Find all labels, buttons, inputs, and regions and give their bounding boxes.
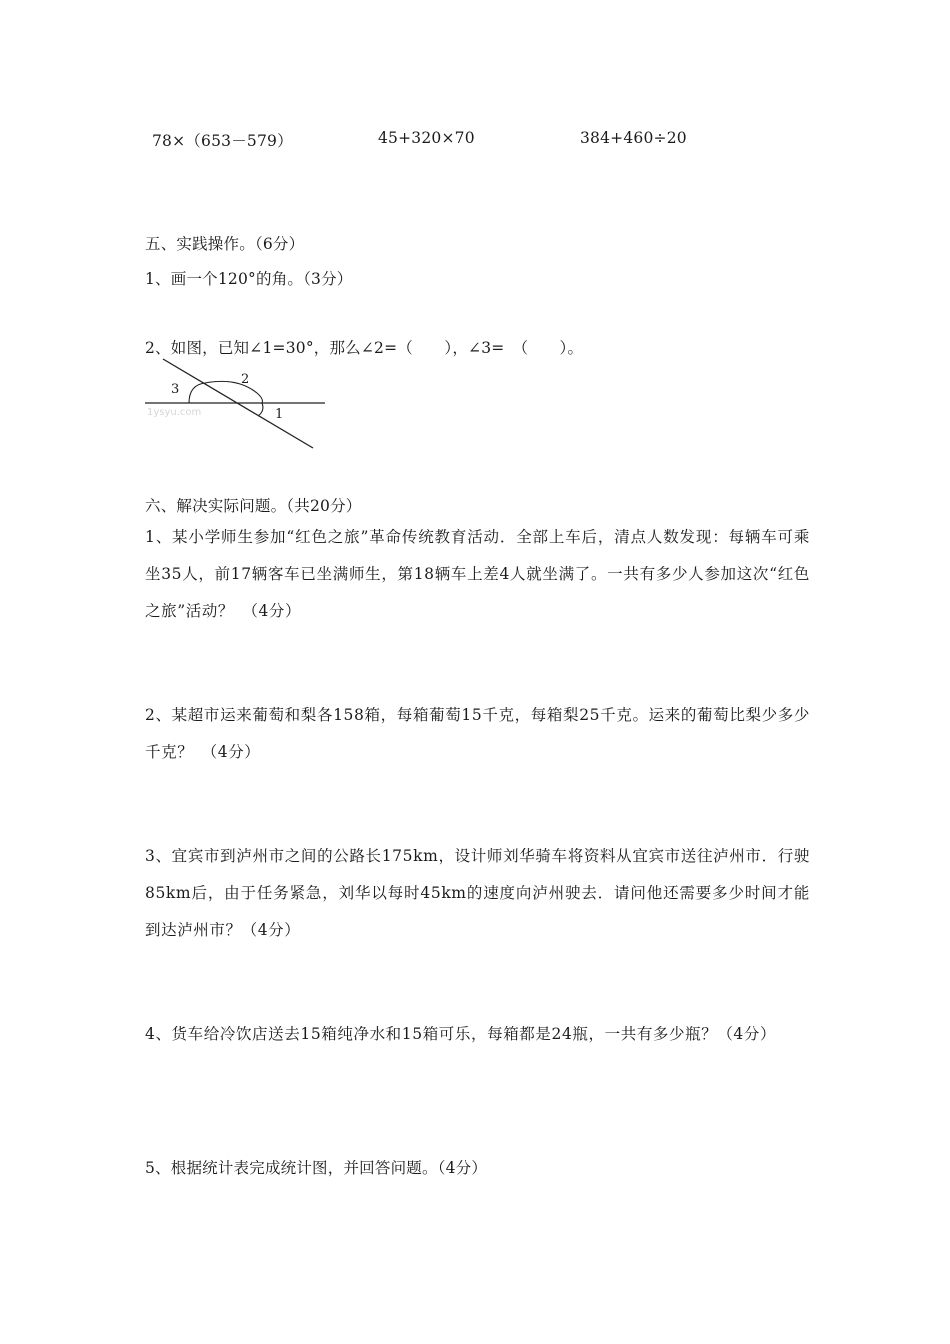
angle-diagram	[145, 355, 330, 455]
angle-1-arc	[258, 403, 263, 416]
section6-question-3: 3、宜宾市到泸州市之间的公路长175km，设计师刘华骑车将资料从宜宾市送往泸州市．行驶85km后，由于任务紧急，刘华以每时45km的速度向泸州驶去．请问他还需要多少时间才能到达泸州市？（4分）	[145, 847, 810, 939]
section6-heading: 六、解决实际问题。（共20分）	[145, 497, 362, 515]
angle-label-1: 1	[275, 407, 284, 422]
angle-2-arc	[189, 381, 262, 403]
section6-question-5: 5、根据统计表完成统计图，并回答问题。（4分）	[145, 1159, 488, 1177]
section6-question-1: 1、某小学师生参加“红色之旅”革命传统教育活动．全部上车后，清点人数发现：每辆车可乘坐35人，前17辆客车已坐满师生，第18辆车上差4人就坐满了。一共有多少人参加这次“红色之旅”活动？ （4分）	[145, 528, 810, 620]
section6-question-4: 4、货车给冷饮店送去15箱纯净水和15箱可乐，每箱都是24瓶，一共有多少瓶？（4分）	[145, 1025, 777, 1043]
expression-1: 78×（653－579）	[152, 132, 293, 150]
section5-question-2: 2、如图，已知∠1=30°，那么∠2=（ ），∠3= （ ）。	[145, 339, 584, 357]
section5-question-1: 1、画一个120°的角。（3分）	[145, 270, 353, 288]
watermark-text: 1ysyu.com	[147, 407, 202, 418]
expression-3: 384+460÷20	[580, 129, 687, 147]
angle-figure	[145, 355, 330, 455]
expression-2: 45+320×70	[378, 129, 475, 147]
angle-label-2: 2	[241, 372, 250, 387]
section6-question-2: 2、某超市运来葡萄和梨各158箱，每箱葡萄15千克，每箱梨25千克。运来的葡萄比梨少多少千克？ （4分）	[145, 706, 810, 761]
section5-heading: 五、实践操作。（6分）	[145, 235, 305, 253]
angle-label-3: 3	[171, 382, 180, 397]
